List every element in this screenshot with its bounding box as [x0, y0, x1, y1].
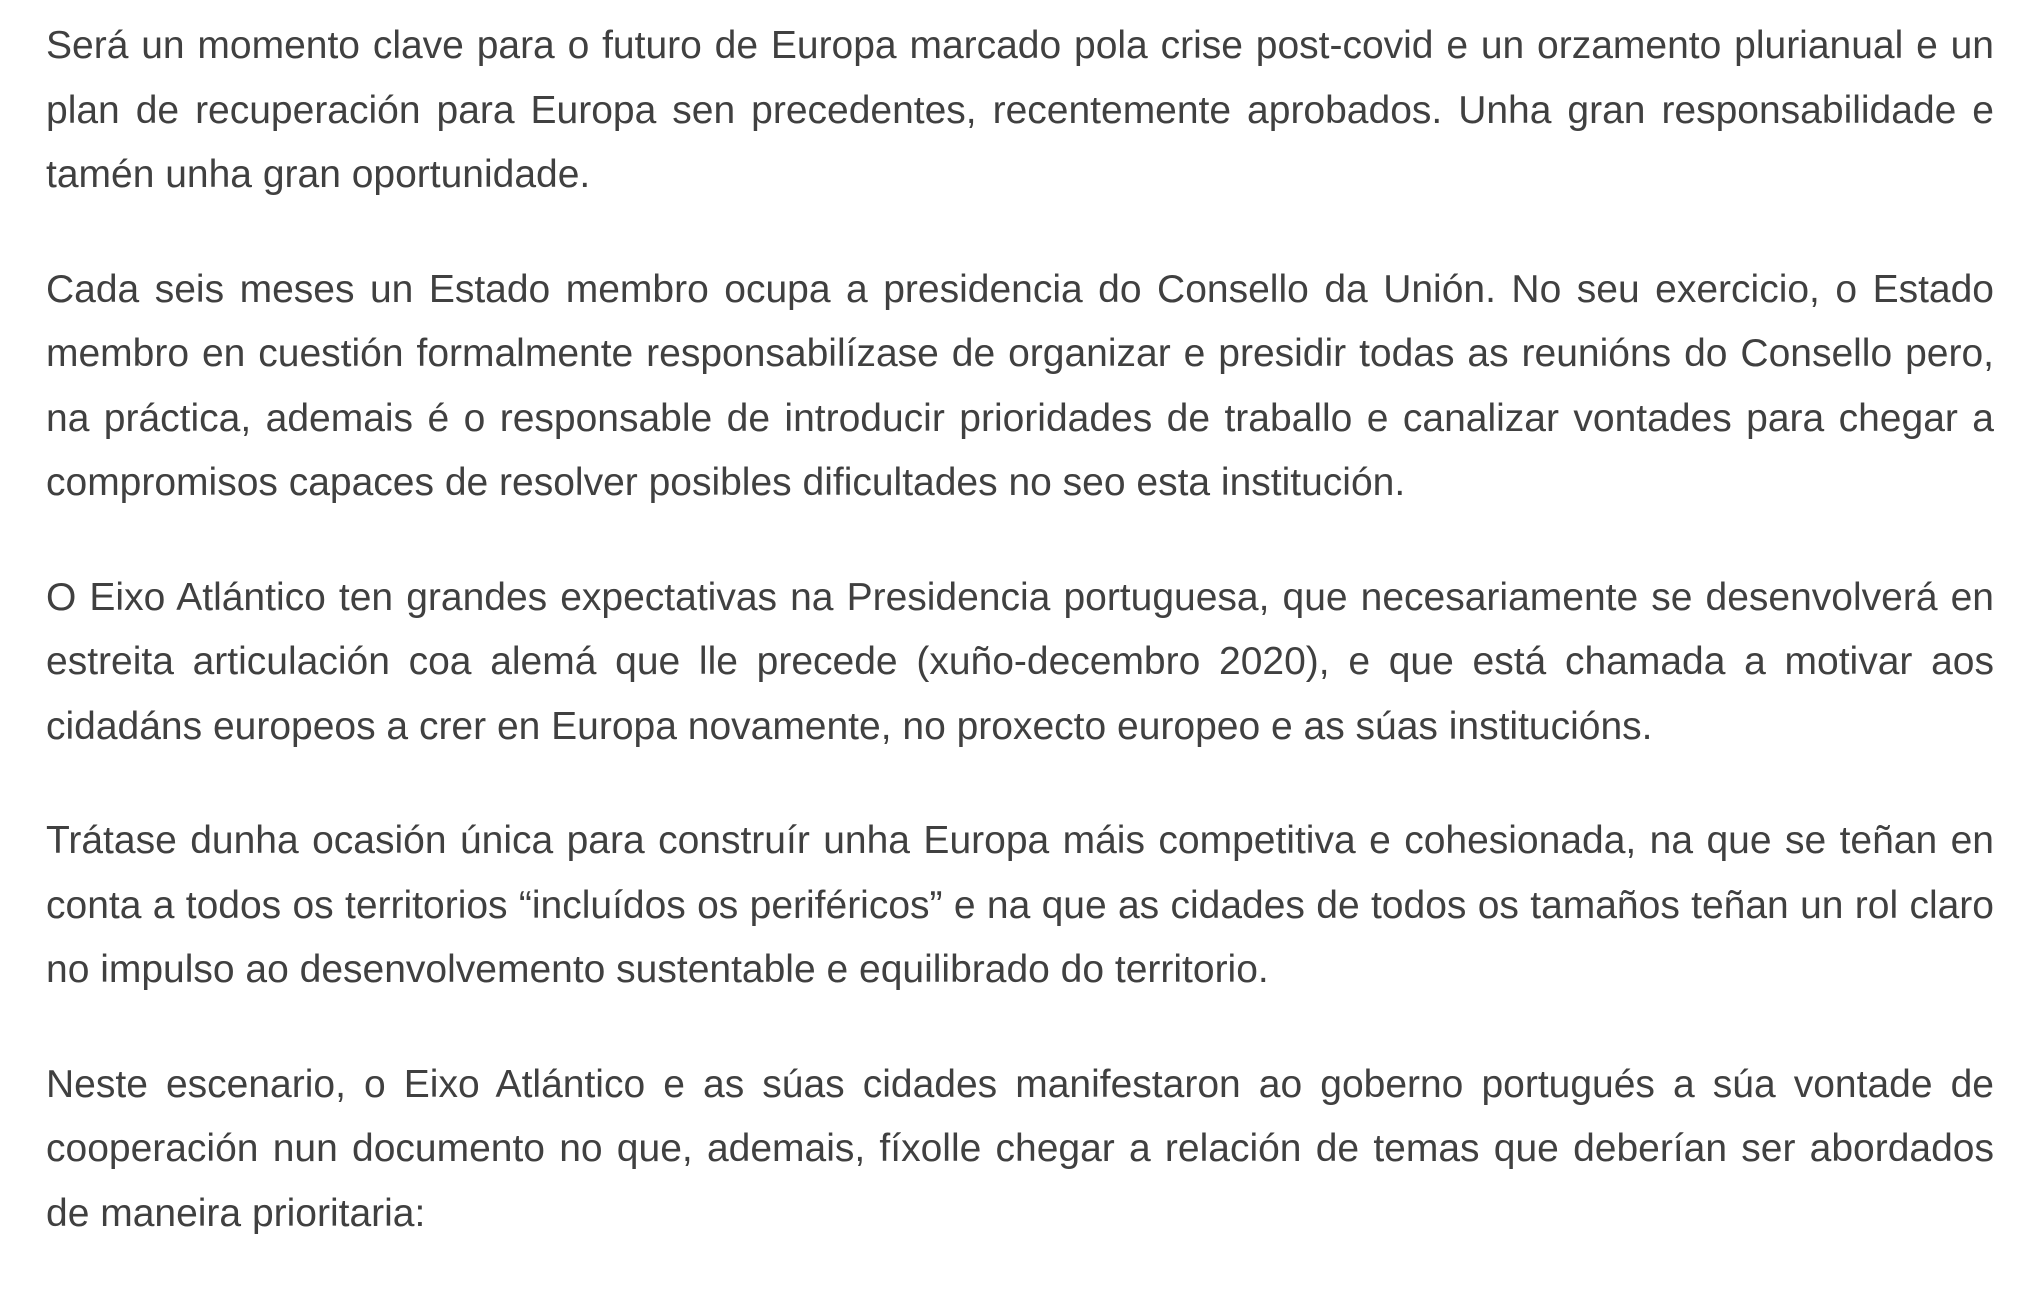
paragraph: Será un momento clave para o futuro de Europa marcado pola crise post-covid e un orzamento plurianual e un plan de recuperación para Europa sen precedentes, recentemente aprobados. Unha gran responsabilidade e tamén unha gran oportunidade.	[46, 24, 1994, 196]
paragraph: Neste escenario, o Eixo Atlántico e as súas cidades manifestaron ao goberno portugués a súa vontade de cooperación nun documento no que, ademais, fíxolle chegar a relación de temas que deberían ser abordados de maneira prioritaria:	[46, 1062, 1994, 1235]
paragraph: Trátase dunha ocasión única para construír unha Europa máis competitiva e cohesionada, na que se teñan en conta a todos os territorios “incluídos os periféricos” e na que as cidades de todos os tamaños teñan un rol claro no impulso ao desenvolvemento sustentable e equilibrado do territorio.	[46, 819, 1994, 991]
paragraph: Cada seis meses un Estado membro ocupa a presidencia do Consello da Unión. No seu exercicio, o Estado membro en cuestión formalmente responsabilízase de organizar e presidir todas as reunións do Consello pero, na práctica, ademais é o responsable de introducir prioridades de traballo e canalizar vontades para chegar a compromisos capaces de resolver posibles dificultades no seo esta institución.	[46, 267, 1994, 504]
document-body	[46, 14, 1994, 1246]
paragraph: O Eixo Atlántico ten grandes expectativas na Presidencia portuguesa, que necesariamente se desenvolverá en estreita articulación coa alemá que lle precede (xuño-decembro 2020), e que está chamada a motivar aos cidadáns europeos a crer en Europa novamente, no proxecto europeo e as súas institucións.	[46, 575, 1994, 748]
